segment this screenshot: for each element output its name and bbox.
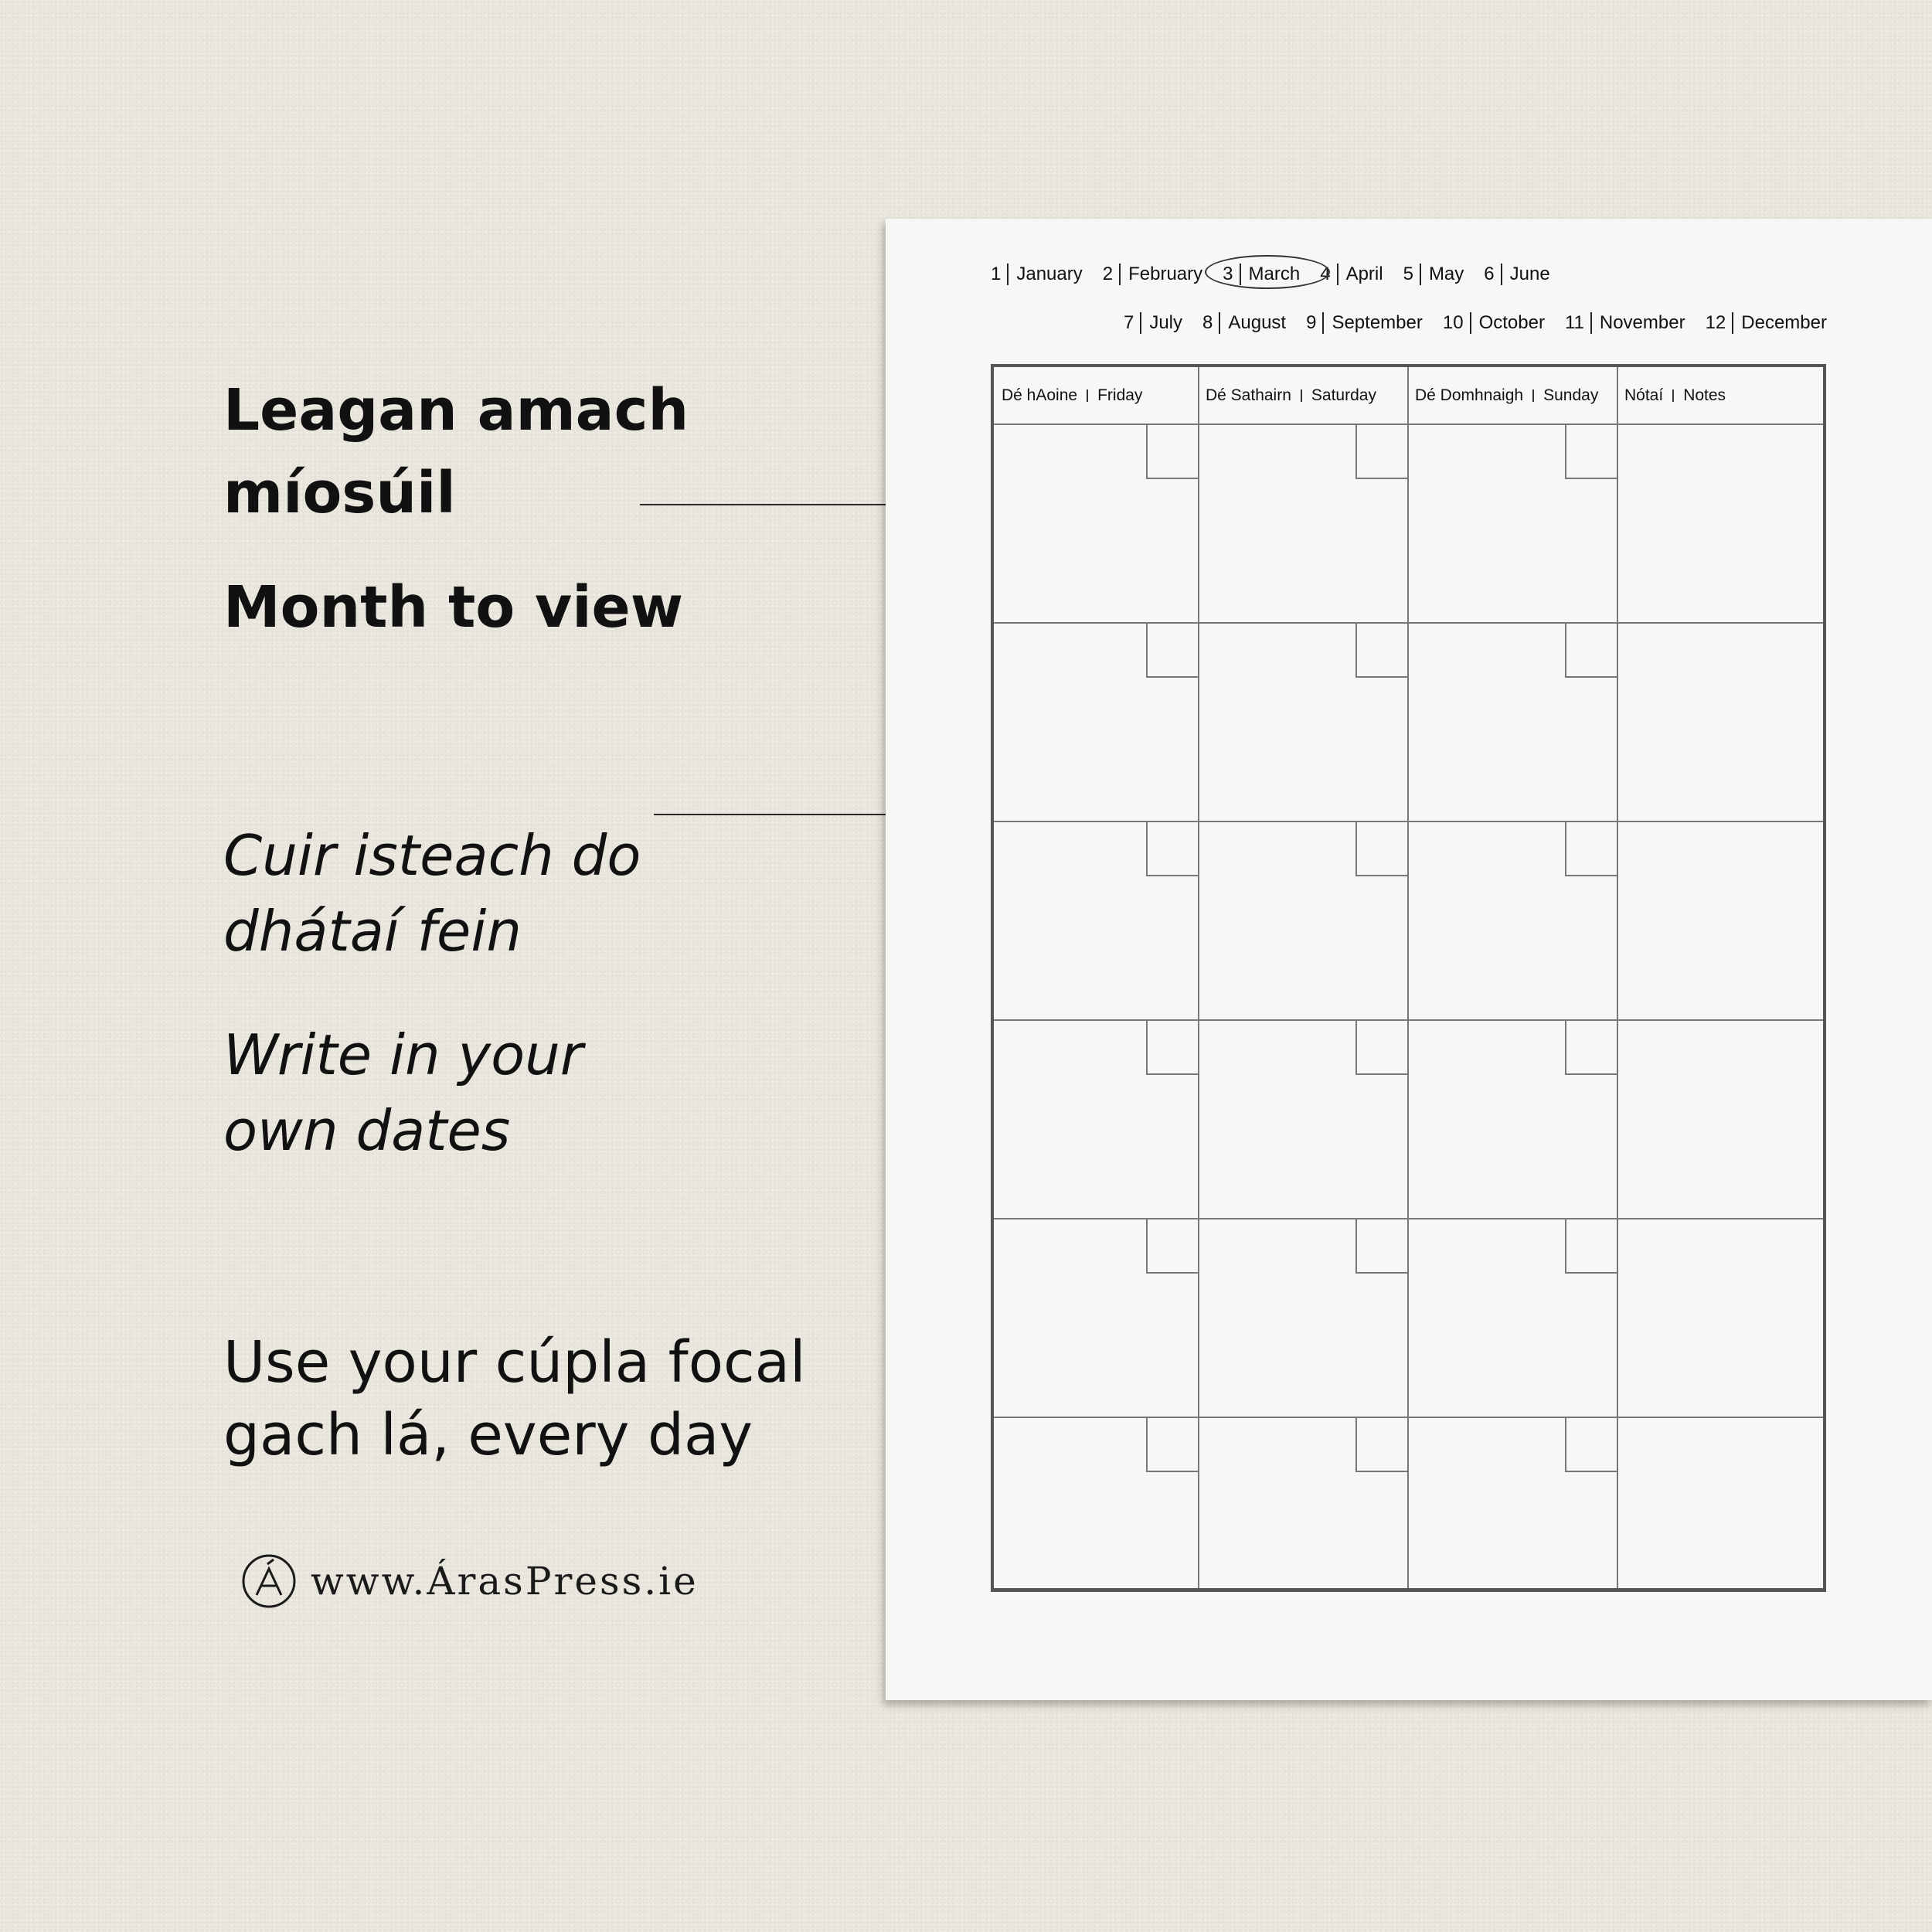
month-number: 10 [1442, 312, 1464, 333]
dates-caption-english: Write in your own dates [223, 1022, 583, 1163]
date-entry-box[interactable] [1146, 822, 1198, 876]
month-tab-october[interactable] [1443, 312, 1545, 334]
planner-page [886, 219, 1932, 1700]
month-number: 5 [1403, 264, 1413, 284]
month-name: May [1428, 264, 1464, 284]
month-name: September [1332, 312, 1423, 333]
month-divider [1590, 312, 1592, 334]
header-divider [994, 423, 1823, 425]
month-calendar-grid [991, 364, 1826, 1592]
month-index-row-2 [1124, 308, 1827, 338]
month-number: 2 [1102, 264, 1114, 284]
column-header-irish: Dé hAoine [1002, 386, 1078, 404]
month-name: February [1128, 264, 1203, 284]
month-name: December [1741, 312, 1827, 333]
date-entry-box[interactable] [1146, 624, 1198, 678]
date-entry-box[interactable] [1565, 1021, 1617, 1075]
month-divider [1501, 264, 1502, 285]
date-entry-box[interactable] [1355, 1219, 1407, 1274]
column-header-irish: Dé Sathairn [1206, 386, 1291, 404]
column-header-friday [1002, 367, 1142, 423]
month-tab-may[interactable] [1403, 264, 1464, 285]
month-divider [1007, 264, 1009, 285]
month-tab-august[interactable] [1202, 312, 1286, 334]
week-divider [994, 622, 1823, 624]
week-divider [994, 1218, 1823, 1219]
column-header-english: Friday [1097, 386, 1143, 404]
date-entry-box[interactable] [1355, 624, 1407, 678]
date-entry-box[interactable] [1355, 425, 1407, 479]
date-entry-box[interactable] [1565, 1418, 1617, 1472]
month-tab-june[interactable] [1484, 264, 1549, 285]
month-number: 7 [1123, 312, 1134, 333]
month-number: 6 [1484, 264, 1495, 284]
date-entry-box[interactable] [1146, 1418, 1198, 1472]
date-entry-box[interactable] [1355, 822, 1407, 876]
month-name: July [1149, 312, 1183, 333]
month-number: 8 [1202, 312, 1213, 333]
website-url[interactable]: www.ÁrasPress.ie [311, 1559, 699, 1604]
month-number: 12 [1705, 312, 1726, 333]
month-divider [1140, 312, 1141, 334]
aras-press-logo-icon [241, 1553, 297, 1609]
month-tab-february[interactable] [1103, 264, 1202, 285]
week-divider [994, 1019, 1823, 1021]
date-entry-box[interactable] [1146, 1021, 1198, 1075]
month-name: January [1016, 264, 1083, 284]
date-entry-box[interactable] [1355, 1418, 1407, 1472]
month-tab-november[interactable] [1565, 312, 1685, 334]
column-header-separator [1301, 389, 1302, 402]
week-divider [994, 821, 1823, 822]
month-name: August [1228, 312, 1287, 333]
month-name: June [1509, 264, 1550, 284]
month-number: 1 [991, 264, 1002, 284]
column-header-sunday [1415, 367, 1598, 423]
column-header-separator [1087, 389, 1088, 402]
month-tab-december[interactable] [1706, 312, 1827, 334]
column-header-saturday [1206, 367, 1376, 423]
month-name: March [1248, 264, 1301, 284]
selected-month-circle [1205, 255, 1330, 289]
date-entry-box[interactable] [1565, 1219, 1617, 1274]
month-name: November [1599, 312, 1685, 333]
month-number: 11 [1564, 312, 1584, 333]
date-entry-box[interactable] [1146, 1219, 1198, 1274]
column-header-separator [1672, 389, 1674, 402]
brand [241, 1553, 699, 1609]
month-divider [1119, 264, 1121, 285]
month-tab-january[interactable] [991, 264, 1083, 285]
date-entry-box[interactable] [1565, 822, 1617, 876]
month-divider [1322, 312, 1324, 334]
month-name: April [1345, 264, 1383, 284]
month-divider [1337, 264, 1338, 285]
month-tab-july[interactable] [1124, 312, 1182, 334]
column-divider [1617, 367, 1618, 1588]
month-number: 3 [1223, 264, 1233, 284]
monthly-layout-heading-irish: Leagan amach míosúil [223, 377, 689, 526]
column-divider [1198, 367, 1199, 1588]
date-entry-box[interactable] [1355, 1021, 1407, 1075]
column-header-notes [1624, 367, 1726, 423]
month-divider [1420, 264, 1421, 285]
month-name: October [1478, 312, 1545, 333]
week-divider [994, 1417, 1823, 1418]
dates-caption-irish: Cuir isteach do dhátaí fein [223, 823, 641, 964]
month-divider [1470, 312, 1471, 334]
column-header-english: Saturday [1311, 386, 1376, 404]
month-tab-september[interactable] [1306, 312, 1423, 334]
column-header-english: Sunday [1543, 386, 1599, 404]
date-entry-box[interactable] [1565, 624, 1617, 678]
month-divider [1219, 312, 1220, 334]
column-header-separator [1532, 389, 1534, 402]
date-entry-box[interactable] [1565, 425, 1617, 479]
column-header-english: Notes [1683, 386, 1726, 404]
month-number: 4 [1320, 264, 1331, 284]
tagline: Use your cúpla focal gach lá, every day [223, 1329, 806, 1468]
monthly-layout-heading-english: Month to view [223, 574, 684, 641]
month-number: 9 [1306, 312, 1317, 333]
month-divider [1732, 312, 1733, 334]
column-header-irish: Dé Domhnaigh [1415, 386, 1524, 404]
column-header-irish: Nótaí [1624, 386, 1664, 404]
month-tab-april[interactable] [1320, 264, 1383, 285]
column-divider [1407, 367, 1409, 1588]
date-entry-box[interactable] [1146, 425, 1198, 479]
